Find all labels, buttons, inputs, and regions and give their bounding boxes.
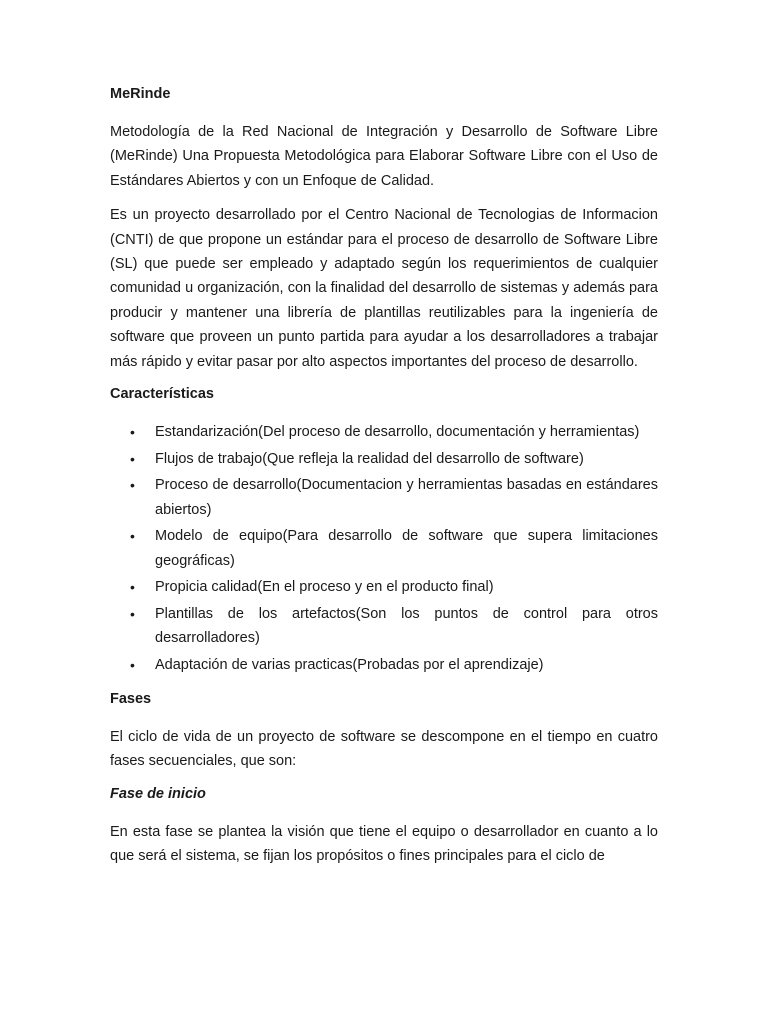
bullet-icon: •: [130, 656, 135, 673]
list-item-text: Adaptación de varias practicas(Probadas por el aprendizaje): [155, 656, 544, 673]
intro-paragraph: Metodología de la Red Nacional de Integración y Desarrollo de Software Libre (MeRinde) Una Propuesta Metodológica para Elaborar Software Libre con el Uso de Estándares Abiertos y con un Enfoque de Calidad.: [110, 124, 658, 189]
phases-paragraph: El ciclo de vida de un proyecto de software se descompone en el tiempo en cuatro fases secuenciales, que son:: [110, 729, 658, 770]
list-item-text: Plantillas de los artefactos(Son los puntos de control para otros desarrolladores): [155, 605, 658, 647]
list-item-text: Proceso de desarrollo(Documentacion y herramientas basadas en estándares abiertos): [155, 477, 658, 518]
list-item-text: Modelo de equipo(Para desarrollo de software que supera limitaciones geográficas): [155, 528, 658, 569]
features-heading: Características: [110, 386, 214, 403]
phases-heading: Fases: [110, 691, 152, 708]
list-item: [110, 420, 658, 445]
list-item: [110, 473, 658, 522]
list-item: [110, 524, 658, 573]
bullet-icon: •: [130, 477, 135, 494]
phase-start-heading: Fase de inicio: [110, 785, 206, 802]
list-item: [110, 602, 658, 651]
features-list: [110, 420, 658, 677]
list-item-text: Estandarización(Del proceso de desarrollo, documentación y herramientas): [155, 424, 640, 441]
bullet-icon: •: [130, 528, 135, 545]
list-item: [110, 447, 658, 472]
list-item-text: Propicia calidad(En el proceso y en el producto final): [155, 579, 494, 596]
bullet-icon: •: [130, 605, 135, 622]
description-paragraph: Es un proyecto desarrollado por el Centro Nacional de Tecnologias de Informacion (CNTI) de que propone un estándar para el proceso de desarrollo de Software Libre (SL) que puede ser empleado y adaptado según los requerimientos de cualquier comunidad u organización, con la finalidad del desarrollo de sistemas y además para producir y mantener una librería de plantillas reutilizables para la ingeniería de software que proveen un punto partida para ayudar a los desarrolladores a trabajar más rápido y evitar pasar por alto aspectos importantes del proceso de desarrollo.: [110, 207, 658, 370]
bullet-icon: •: [130, 579, 135, 596]
bullet-icon: •: [130, 450, 135, 467]
list-item: [110, 575, 658, 600]
phase-start-paragraph: En esta fase se plantea la visión que tiene el equipo o desarrollador en cuanto a lo que será el sistema, se fijan los propósitos o fines principales para el ciclo de: [110, 823, 658, 865]
document-page: [110, 84, 658, 879]
list-item: [110, 653, 658, 678]
list-item-text: Flujos de trabajo(Que refleja la realidad del desarrollo de software): [155, 450, 584, 467]
bullet-icon: •: [130, 424, 135, 441]
document-title: MeRinde: [110, 86, 171, 102]
